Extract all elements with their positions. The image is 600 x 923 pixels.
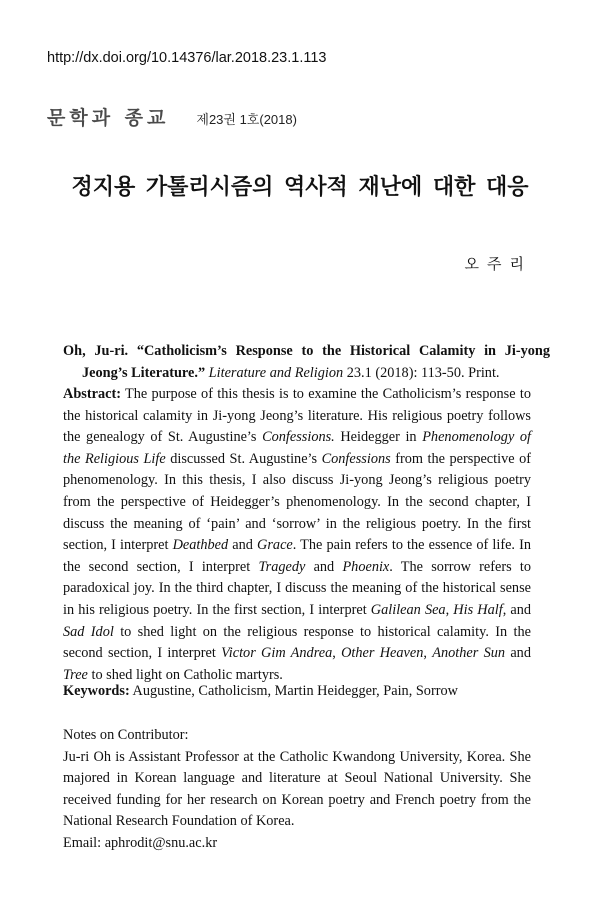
abstract — [63, 384, 531, 686]
abstract-italic: Galilean Sea — [370, 601, 446, 618]
citation-journal: Literature and Religion — [208, 364, 344, 381]
keywords-label: Keywords: — [63, 683, 130, 699]
abstract-text: . The sorrow refers to paradoxical joy. In the third chapter, I discuss the meaning of the historical sense in his religious poetry. In the first section, I interpret — [63, 558, 532, 618]
abstract-text: to shed light on Catholic martyrs. — [91, 666, 283, 683]
abstract-italic: Grace — [257, 537, 293, 554]
abstract-text: discussed St. Augustine’s — [170, 450, 318, 467]
abstract-text: and — [510, 645, 531, 662]
abstract-text: , and — [502, 601, 532, 618]
notes-heading: Notes on Contributor: — [63, 727, 189, 743]
abstract-text: , — [423, 645, 427, 662]
abstract-text: and — [313, 558, 335, 575]
abstract-text: . The pain refers to the essence of life. In the second section, I interpret — [63, 537, 532, 575]
abstract-text: to shed light on the religious response to historical calamity. In the second section, I interpret — [63, 623, 531, 662]
contributor-notes — [63, 725, 531, 855]
citation-rest: 23.1 (2018): 113-50. Print. — [346, 364, 500, 381]
abstract-label: Abstract: — [63, 386, 121, 402]
abstract-text: and — [232, 537, 253, 554]
journal-logo: 문학과 종교 — [47, 107, 170, 129]
citation-main: Oh, Ju-ri. “Catholicism’s Response to the Historical Calamity in Ji-yong Jeong’s Literature.” — [63, 343, 550, 381]
author-name: 오주리 — [464, 255, 532, 273]
journal-header — [47, 103, 297, 130]
abstract-text: , — [445, 601, 450, 618]
abstract-text: from the perspective of phenomenology. In this thesis, I also discuss Ji-yong Jeong’s religious poetry from the perspective of Heidegger’s phenomenology. In the second chapter, I discuss the meaning of ‘pain’ and ‘sorrow’ in the religious poetry. In the first section, I interpret — [63, 450, 532, 554]
notes-bio: Ju-ri Oh is Assistant Professor at the Catholic Kwandong University, Korea. She majored in Korean language and literature at Seoul National University. She received funding for her research on Korean poetry and French poetry from the National Research Foundation of Korea. — [63, 748, 531, 830]
abstract-italic: Tragedy — [258, 558, 306, 575]
citation — [63, 341, 550, 384]
abstract-italic: Phoenix — [342, 558, 390, 575]
abstract-italic: Tree — [63, 666, 88, 683]
abstract-italic: Phenomenology of the Religious Life — [63, 429, 531, 467]
notes-email[interactable]: Email: aphrodit@snu.ac.kr — [63, 834, 218, 851]
keywords — [63, 681, 531, 703]
doi-link[interactable]: http://dx.doi.org/10.14376/lar.2018.23.1.113 — [47, 50, 327, 66]
abstract-italic: His Half — [453, 601, 503, 618]
abstract-text: Heidegger in — [340, 429, 417, 446]
abstract-italic: Confessions. — [262, 429, 335, 446]
paper-title: 정지용 가톨리시즘의 역사적 재난에 대한 대응 — [71, 175, 529, 200]
abstract-italic: Victor Gim Andrea — [221, 645, 333, 662]
keywords-text: Augustine, Catholicism, Martin Heidegger, Pain, Sorrow — [132, 683, 458, 699]
abstract-text: , — [332, 645, 336, 662]
abstract-italic: Deathbed — [172, 537, 229, 554]
issue-number: 제23권 1호(2018) — [196, 112, 297, 127]
abstract-italic: Another Sun — [432, 645, 506, 662]
abstract-italic: Sad Idol — [63, 623, 114, 640]
abstract-italic: Confessions — [321, 450, 391, 467]
abstract-text: The purpose of this thesis is to examine the Catholicism’s response to the historical calamity in Ji-yong Jeong’s literature. His religious poetry follows the genealogy of St. Augustine’s — [63, 386, 531, 446]
abstract-italic: Other Heaven — [341, 645, 424, 662]
